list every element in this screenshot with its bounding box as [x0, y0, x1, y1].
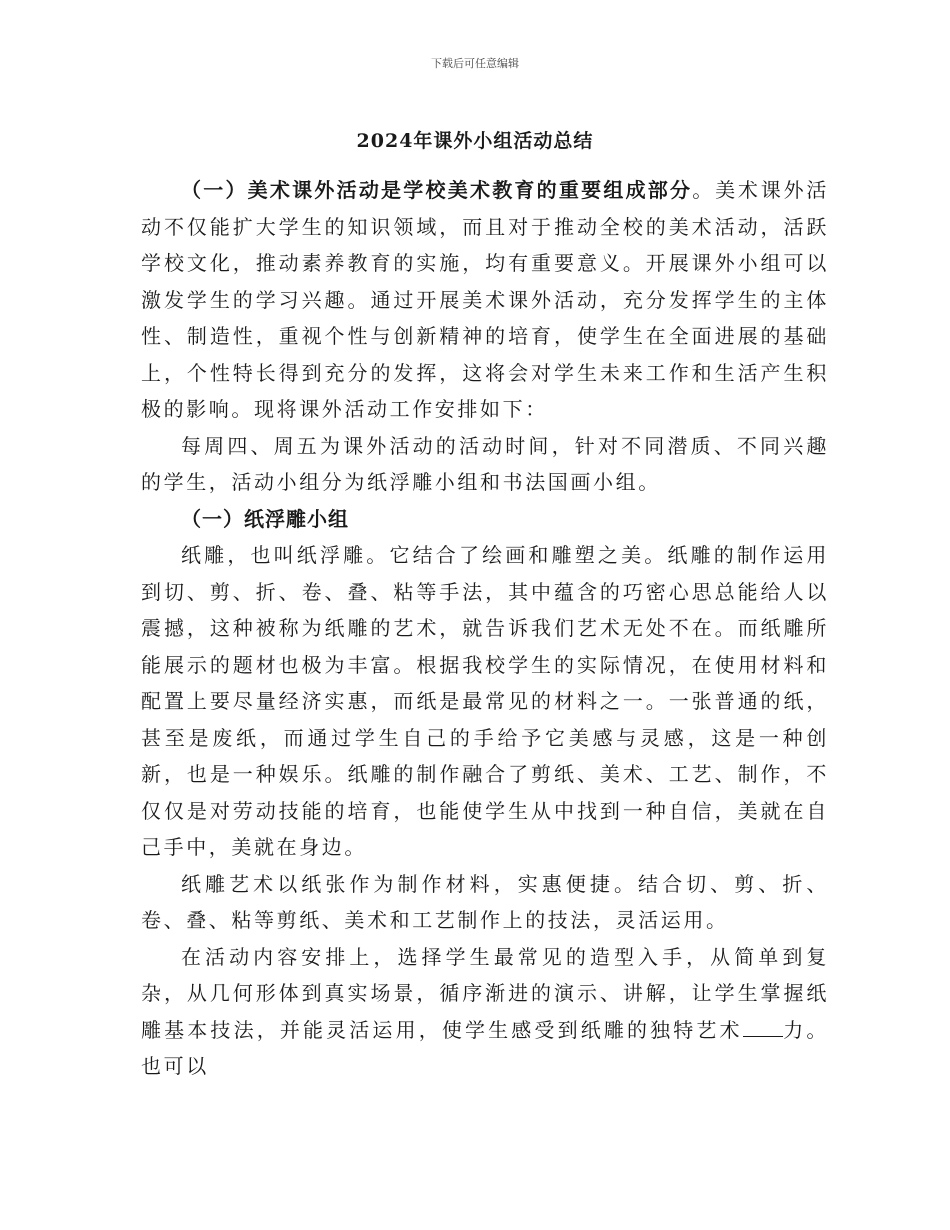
fill-in-blank: [743, 1018, 783, 1037]
page-header-note: 下载后可任意编辑: [431, 57, 519, 70]
paper-relief-intro-paragraph: 纸雕，也叫纸浮雕。它结合了绘画和雕塑之美。纸雕的制作运用到切、剪、折、卷、叠、粘等手法，其中蕴含的巧密心思总能给人以震撼，这种被称为纸雕的艺术，就告诉我们艺术无处不在。而纸雕所能展示的题材也极为丰富。根据我校学生的实际情况，在使用材料和配置上要尽量经济实惠，而纸是最常见的材料之一。一张普通的纸，甚至是废纸，而通过学生自己的手给予它美感与灵感，这是一种创新，也是一种娱乐。纸雕的制作融合了剪纸、美术、工艺、制作，不仅仅是对劳动技能的培育，也能使学生从中找到一种自信，美就在自己手中，美就在身边。: [141, 543, 829, 859]
activity-content-paragraph: [141, 939, 829, 1085]
intro-paragraph: [141, 172, 829, 428]
intro-lead-sentence: （一）美术课外活动是学校美术教育的重要组成部分: [181, 178, 693, 202]
paper-relief-materials-paragraph: 纸雕艺术以纸张作为制作材料，实惠便捷。结合切、剪、折、卷、叠、粘等剪纸、美术和工艺制作上的技法，灵活运用。: [141, 871, 829, 932]
intro-paragraph-text: 。美术课外活动不仅能扩大学生的知识领域，而且对于推动全校的美术活动，活跃学校文化，推动素养教育的实施，均有重要意义。开展课外小组可以激发学生的学习兴趣。通过开展美术课外活动，充分发挥学生的主体性、制造性，重视个性与创新精神的培育，使学生在全面进展的基础上，个性特长得到充分的发挥，这将会对学生未来工作和生活产生积极的影响。现将课外活动工作安排如下：: [141, 178, 829, 421]
document-body: [141, 172, 829, 1085]
activity-content-text: 在活动内容安排上，选择学生最常见的造型入手，从简单到复杂，从几何形体到真实场景，循序渐进的演示、讲解，让学生掌握纸雕基本技法，并能灵活运用，使学生感受到纸雕的独特艺术: [141, 944, 829, 1042]
section-heading-paper-relief: （一）纸浮雕小组: [181, 506, 349, 531]
schedule-paragraph: 每周四、周五为课外活动的活动时间，针对不同潜质、不同兴趣的学生，活动小组分为纸浮雕小组和书法国画小组。: [141, 433, 829, 494]
activity-content-text-end: 力。也可以: [141, 1017, 829, 1078]
document-title: 2024年课外小组活动总结: [356, 130, 594, 152]
